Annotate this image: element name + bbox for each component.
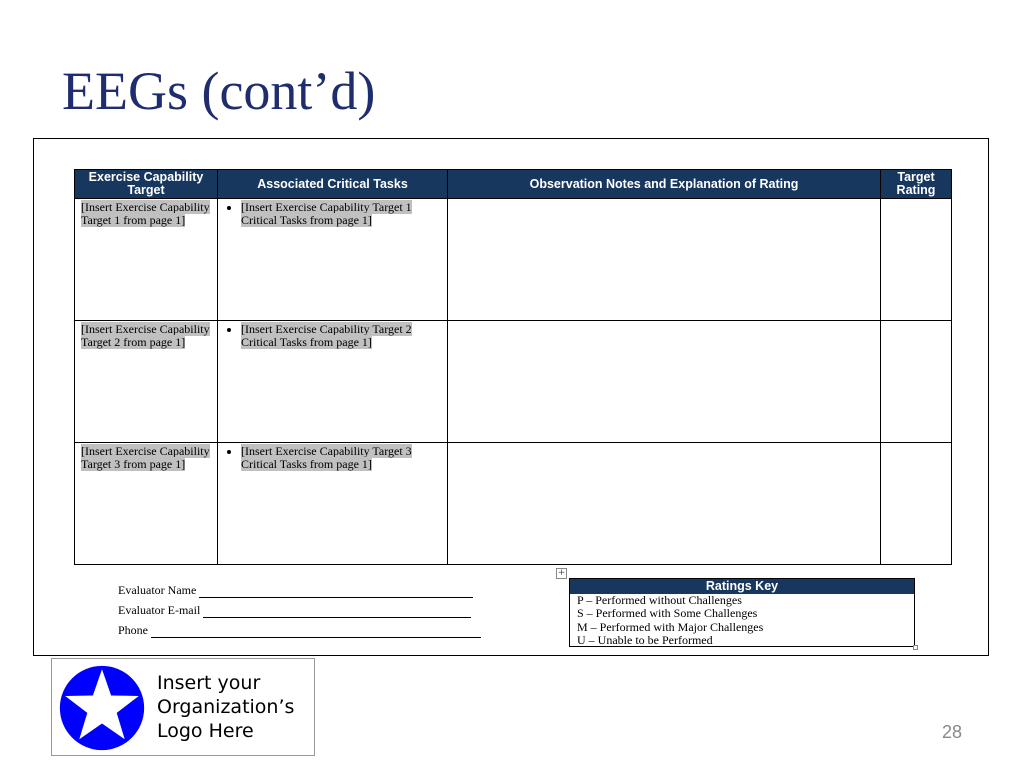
ratings-key	[569, 578, 915, 647]
critical-task-item	[241, 323, 441, 349]
star-logo-icon	[59, 665, 145, 751]
observation-notes-cell[interactable]	[448, 443, 881, 565]
target-rating-cell[interactable]	[881, 321, 952, 443]
slide-title: EEGs (cont’d)	[62, 61, 376, 121]
target-rating-cell[interactable]	[881, 443, 952, 565]
table-row	[75, 321, 952, 443]
critical-tasks-list	[224, 323, 441, 349]
header-critical-tasks: Associated Critical Tasks	[218, 170, 448, 199]
ratings-key-item: M – Performed with Major Challenges	[577, 619, 764, 634]
evaluator-email-field[interactable]	[203, 606, 471, 618]
capability-target-cell[interactable]	[75, 443, 218, 565]
page-number: 28	[941, 722, 962, 742]
observation-notes-cell[interactable]	[448, 321, 881, 443]
ratings-key-item: U – Unable to be Performed	[577, 632, 713, 647]
capability-target-cell[interactable]	[75, 199, 218, 321]
capability-target-cell[interactable]	[75, 321, 218, 443]
critical-tasks-list	[224, 201, 441, 227]
header-capability-target: Exercise Capability Target	[75, 170, 218, 199]
evaluator-name-field[interactable]	[199, 586, 473, 598]
header-target-rating: Target Rating	[881, 170, 952, 199]
critical-task-item	[241, 201, 441, 227]
observation-notes-cell[interactable]	[448, 199, 881, 321]
phone-label: Phone	[118, 623, 148, 637]
ratings-key-item: S – Performed with Some Challenges	[577, 606, 758, 621]
evaluator-name-label: Evaluator Name	[118, 583, 197, 597]
critical-tasks-list	[224, 445, 441, 471]
capability-target-placeholder: [Insert Exercise Capability Target 2 from page 1]	[81, 322, 210, 349]
evaluator-email-row	[118, 598, 481, 618]
logo-placeholder[interactable]	[51, 658, 315, 756]
critical-task-placeholder: [Insert Exercise Capability Target 3 Critical Tasks from page 1]	[241, 444, 412, 471]
eeg-table	[74, 169, 952, 565]
critical-tasks-cell[interactable]	[218, 199, 448, 321]
ratings-key-title: Ratings Key	[570, 579, 914, 594]
evaluator-name-row	[118, 578, 481, 598]
critical-task-placeholder: [Insert Exercise Capability Target 1 Critical Tasks from page 1]	[241, 200, 412, 227]
evaluator-email-label: Evaluator E-mail	[118, 603, 201, 617]
table-header-row	[75, 170, 952, 199]
table-row	[75, 443, 952, 565]
phone-row	[118, 618, 481, 638]
critical-task-item	[241, 445, 441, 471]
evaluator-fields	[118, 578, 481, 638]
logo-placeholder-text: Insert your Organization’s Logo Here	[157, 672, 295, 742]
critical-tasks-cell[interactable]	[218, 443, 448, 565]
table-row	[75, 199, 952, 321]
capability-target-placeholder: [Insert Exercise Capability Target 3 from page 1]	[81, 444, 210, 471]
capability-target-placeholder: [Insert Exercise Capability Target 1 from page 1]	[81, 200, 210, 227]
table-move-handle-icon[interactable]: +	[557, 568, 566, 578]
table-resize-handle-icon[interactable]	[913, 645, 918, 650]
header-observation-notes: Observation Notes and Explanation of Rating	[448, 170, 881, 199]
critical-task-placeholder: [Insert Exercise Capability Target 2 Critical Tasks from page 1]	[241, 322, 412, 349]
ratings-key-item: P – Performed without Challenges	[577, 593, 742, 607]
target-rating-cell[interactable]	[881, 199, 952, 321]
critical-tasks-cell[interactable]	[218, 321, 448, 443]
phone-field[interactable]	[151, 626, 481, 638]
